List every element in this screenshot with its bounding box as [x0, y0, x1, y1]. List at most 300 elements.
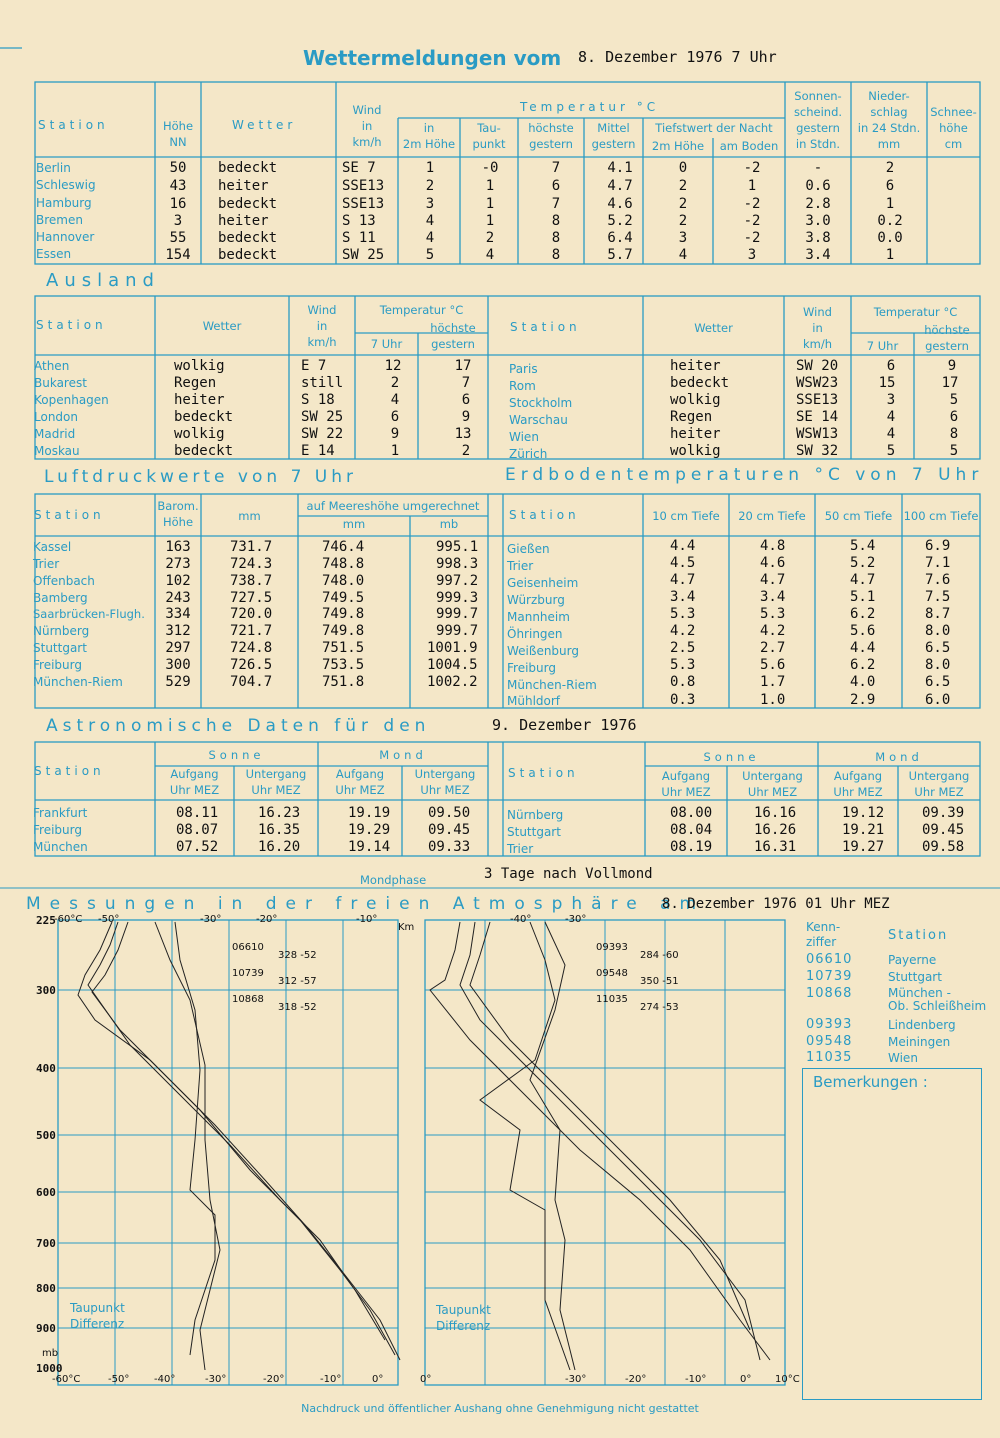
height-value: 154	[165, 247, 191, 263]
max-value: 2	[461, 443, 471, 459]
station-name: München-Riem	[33, 675, 123, 689]
d50-value: 5.6	[850, 623, 876, 639]
mm-value: 720.0	[230, 606, 273, 622]
header-max-right: höchste gestern	[924, 323, 970, 353]
wind-value: E 7	[301, 358, 327, 374]
wind-value: SSE13	[342, 178, 385, 194]
precip-value: 2	[885, 160, 895, 176]
station-name: Berlin	[36, 161, 71, 175]
sunshine-value: 0.6	[805, 178, 831, 194]
mm-value: 738.7	[230, 573, 273, 589]
d20-value: 4.8	[760, 538, 786, 554]
header-d20: 20 cm Tiefe	[738, 509, 806, 523]
legend-code: 10739	[806, 969, 853, 984]
wind-value: SW 25	[301, 409, 344, 425]
weather-value: Regen	[174, 375, 217, 391]
height-value: 102	[165, 573, 191, 589]
station-id: 09393	[596, 942, 628, 953]
d10-value: 2.5	[670, 640, 696, 656]
station-name: Offenbach	[33, 574, 95, 588]
temp-tick: -20°	[263, 1374, 285, 1385]
dewpoint-diff-label-right: Taupunkt Differenz	[436, 1303, 491, 1333]
d10-value: 4.7	[670, 572, 696, 588]
header-t2m: in 2m Höhe	[402, 121, 456, 151]
temp-tick: -30°	[565, 1374, 587, 1385]
sunshine-value: 3.4	[805, 247, 831, 263]
station-name: Stuttgart	[33, 641, 87, 655]
d10-value: 4.5	[670, 555, 696, 571]
moonset-value: 09.45	[922, 822, 965, 838]
station-name: Öhringen	[507, 627, 563, 641]
sea-mm-value: 746.4	[322, 539, 365, 555]
d20-value: 4.7	[760, 572, 786, 588]
moonset-value: 09.39	[922, 805, 965, 821]
t7-value: 6	[390, 409, 400, 425]
header-moonset-right: Untergang Uhr MEZ	[908, 769, 970, 799]
weather-value: heiter	[670, 426, 721, 442]
d10-value: 5.3	[670, 657, 696, 673]
temp-tick: -60°C	[52, 1374, 81, 1385]
header-weather: Wetter	[232, 118, 297, 132]
header-moon: Mond	[379, 748, 427, 762]
moonset-value: 09.33	[428, 839, 471, 855]
station-name: Kopenhagen	[34, 393, 109, 407]
d10-value: 3.4	[670, 589, 696, 605]
t7-value: 9	[390, 426, 400, 442]
weather-value: bedeckt	[670, 375, 730, 391]
km-label: Km	[398, 922, 415, 933]
sunset-value: 16.16	[754, 805, 797, 821]
height-value: 43	[169, 178, 187, 194]
wind-value: SW 22	[301, 426, 344, 442]
station-name: Trier	[507, 842, 534, 856]
height-value: 529	[165, 674, 191, 690]
header-sun: Sonne	[208, 748, 265, 762]
header-sun-right: Sonne	[703, 750, 760, 764]
max-value: 5	[949, 443, 959, 459]
temp-tick: 0°	[372, 1374, 384, 1385]
d20-value: 5.6	[760, 657, 786, 673]
weather-value: heiter	[218, 178, 269, 194]
temp-tick: -50°	[98, 914, 120, 925]
station-name: Bamberg	[33, 591, 88, 605]
header-mean: Mittel gestern	[591, 121, 636, 151]
d50-value: 5.1	[850, 589, 876, 605]
header-max: höchste gestern	[528, 121, 574, 151]
d20-value: 1.0	[760, 692, 786, 708]
sunset-value: 16.26	[754, 822, 797, 838]
mm-value: 721.7	[230, 623, 273, 639]
header-sunset-right: Untergang Uhr MEZ	[742, 769, 803, 799]
sea-mm-value: 751.5	[322, 640, 365, 656]
level-label: 1000	[36, 1362, 63, 1375]
header-min-ground: am Boden	[719, 139, 779, 153]
t7-value: 2	[390, 375, 400, 391]
mb-label: mb	[42, 1348, 59, 1359]
mb-value: 1001.9	[427, 640, 478, 656]
d100-value: 6.0	[925, 692, 951, 708]
section-title-atmosphere: Messungen in der freien Atmosphäre am	[26, 894, 706, 914]
weather-value: wolkig	[670, 392, 721, 408]
station-name: Nürnberg	[33, 624, 90, 638]
header-min-group: Tiefstwert der Nacht	[655, 121, 773, 135]
min2m-value: 2	[678, 213, 688, 229]
station-name: Wien	[509, 430, 539, 444]
mm-value: 726.5	[230, 657, 273, 673]
wind-value: still	[301, 375, 344, 391]
station-name: Athen	[34, 359, 70, 373]
moonrise-value: 19.12	[842, 805, 885, 821]
min2m-value: 4	[678, 247, 688, 263]
height-value: 273	[165, 556, 191, 572]
station-id: 10868	[232, 994, 264, 1005]
temp-tick: -20°	[625, 1374, 647, 1385]
header-dewpoint: Tau- punkt	[472, 121, 506, 151]
sunset-value: 16.31	[754, 839, 797, 855]
t7-value: 5	[886, 443, 896, 459]
wind-value: SW 25	[342, 247, 385, 263]
station-id: 10739	[232, 968, 264, 979]
t7-value: 15	[878, 375, 896, 391]
minground-value: -2	[743, 196, 761, 212]
min2m-value: 2	[678, 178, 688, 194]
wind-value: SE 7	[342, 160, 376, 176]
t7-value: 1	[390, 443, 400, 459]
mm-value: 724.8	[230, 640, 273, 656]
sunrise-value: 08.07	[176, 822, 219, 838]
header-wind: Wind in km/h	[352, 103, 382, 149]
weather-value: Regen	[670, 409, 713, 425]
station-name: Saarbrücken-Flugh.	[33, 607, 145, 621]
mm-value: 731.7	[230, 539, 273, 555]
temp-tick: -40°	[510, 914, 532, 925]
minground-value: -2	[743, 230, 761, 246]
dewpoint-value: 1	[485, 196, 495, 212]
legend-station: München - Ob. Schleißheim	[888, 986, 987, 1013]
station-name: Paris	[509, 362, 538, 376]
legend-station: Lindenberg	[888, 1018, 956, 1032]
minground-value: -2	[743, 213, 761, 229]
d100-value: 7.5	[925, 589, 951, 605]
header-d50: 50 cm Tiefe	[824, 509, 893, 523]
header-moon-right: Mond	[875, 750, 923, 764]
minground-value: -2	[743, 160, 761, 176]
header-d100: 100 cm Tiefe	[903, 509, 979, 523]
sea-mm-value: 753.5	[322, 657, 365, 673]
station-name: Freiburg	[33, 658, 82, 672]
moonphase-value: 3 Tage nach Vollmond	[484, 866, 653, 882]
station-name: München	[33, 840, 88, 854]
temp-curve-06610	[78, 922, 395, 1355]
moonset-value: 09.45	[428, 822, 471, 838]
height-value: 55	[169, 230, 187, 246]
t2m-value: 5	[425, 247, 435, 263]
height-value: 3	[173, 213, 183, 229]
tropopause-value: 274 -53	[640, 1002, 679, 1013]
sunrise-value: 08.04	[670, 822, 713, 838]
weather-value: wolkig	[174, 358, 225, 374]
height-value: 297	[165, 640, 191, 656]
moonrise-value: 19.21	[842, 822, 885, 838]
moonphase-label: Mondphase	[360, 873, 427, 887]
temp-tick: -40°	[154, 1374, 176, 1385]
temp-tick: 10°C	[775, 1374, 800, 1385]
moonrise-value: 19.29	[348, 822, 391, 838]
mb-value: 1004.5	[427, 657, 478, 673]
max-value: 17	[454, 358, 472, 374]
station-name: Freiburg	[507, 661, 556, 675]
t7-value: 4	[886, 426, 896, 442]
precip-value: 1	[885, 247, 895, 263]
header-height: Höhe NN	[162, 119, 194, 149]
max-value: 8	[949, 426, 959, 442]
station-id: 06610	[232, 942, 264, 953]
mb-value: 999.7	[436, 623, 479, 639]
header-station: Station	[34, 764, 105, 778]
t7-value: 3	[886, 392, 896, 408]
station-name: Schleswig	[36, 178, 96, 192]
station-name: Weißenburg	[507, 644, 579, 658]
header-max: höchste gestern	[430, 321, 476, 351]
level-label: 400	[36, 1062, 56, 1075]
mean-value: 5.2	[607, 213, 633, 229]
sunrise-value: 08.19	[670, 839, 713, 855]
tropopause-value: 350 -51	[640, 976, 679, 987]
d10-value: 5.3	[670, 606, 696, 622]
station-name: Stockholm	[509, 396, 573, 410]
weather-value: bedeckt	[218, 160, 278, 176]
sunshine-value: 3.0	[805, 213, 831, 229]
header-weather: Wetter	[202, 319, 242, 333]
max-value: 5	[949, 392, 959, 408]
station-name: Moskau	[34, 444, 80, 458]
header-d10: 10 cm Tiefe	[652, 509, 720, 523]
mb-value: 1002.2	[427, 674, 478, 690]
max-value: 13	[454, 426, 472, 442]
level-label: 900	[36, 1322, 56, 1335]
station-name: Zürich	[509, 447, 548, 461]
station-name: Warschau	[509, 413, 568, 427]
header-station-right: Station	[508, 766, 579, 780]
height-value: 243	[165, 590, 191, 606]
mm-value: 724.3	[230, 556, 273, 572]
station-name: Geisenheim	[507, 576, 579, 590]
height-value: 334	[165, 606, 191, 622]
sunrise-value: 08.00	[670, 805, 713, 821]
max-value: 9	[461, 409, 471, 425]
header-barom-height: Barom. Höhe	[157, 499, 199, 529]
header-moonset: Untergang Uhr MEZ	[414, 767, 476, 797]
d10-value: 0.8	[670, 674, 696, 690]
tropopause-value: 312 -57	[278, 976, 317, 987]
temp-tick: -30°	[565, 914, 587, 925]
remarks-box	[802, 1068, 982, 1400]
station-name: Hamburg	[36, 196, 92, 210]
minground-value: 3	[747, 247, 757, 263]
temp-tick: -50°	[108, 1374, 130, 1385]
wind-value: SSE13	[342, 196, 385, 212]
sea-mm-value: 748.0	[322, 573, 365, 589]
moonrise-value: 19.14	[348, 839, 391, 855]
header-moonrise-right: Aufgang Uhr MEZ	[833, 769, 883, 799]
weather-value: wolkig	[174, 426, 225, 442]
wind-value: E 14	[301, 443, 335, 459]
legend-code: 10868	[806, 986, 853, 1001]
station-name: Essen	[36, 247, 72, 261]
legend-header-station: Station	[888, 928, 949, 943]
level-label: 600	[36, 1186, 56, 1199]
height-value: 163	[165, 539, 191, 555]
d100-value: 8.7	[925, 606, 951, 622]
d100-value: 6.5	[925, 640, 951, 656]
d20-value: 3.4	[760, 589, 786, 605]
header-t7: 7 Uhr	[370, 337, 403, 351]
d10-value: 0.3	[670, 692, 696, 708]
header-station: Station	[36, 318, 107, 332]
weather-value: bedeckt	[174, 409, 234, 425]
sunset-value: 16.23	[258, 805, 301, 821]
dewpoint-value: 2	[485, 230, 495, 246]
header-snow: Schnee- höhe cm	[930, 105, 977, 151]
mean-value: 5.7	[607, 247, 633, 263]
header-weather-right: Wetter	[694, 321, 733, 335]
mean-value: 6.4	[607, 230, 633, 246]
dewpoint-value: 1	[485, 178, 495, 194]
height-value: 50	[169, 160, 187, 176]
d10-value: 4.2	[670, 623, 696, 639]
wind-value: SE 14	[796, 409, 839, 425]
d20-value: 2.7	[760, 640, 786, 656]
sunrise-value: 08.11	[176, 805, 219, 821]
weather-value: bedeckt	[218, 230, 278, 246]
min2m-value: 2	[678, 196, 688, 212]
weather-value: bedeckt	[218, 247, 278, 263]
header-precip: Nieder- schlag in 24 Stdn. mm	[857, 89, 921, 151]
legend-code: 09393	[806, 1017, 853, 1032]
dewpoint-value: -0	[481, 160, 499, 176]
t2m-value: 4	[425, 230, 435, 246]
mb-value: 995.1	[436, 539, 479, 555]
weather-value: bedeckt	[174, 443, 234, 459]
d20-value: 4.2	[760, 623, 786, 639]
sunrise-value: 07.52	[176, 839, 219, 855]
height-value: 16	[169, 196, 187, 212]
header-wind-right: Wind in km/h	[802, 305, 833, 351]
station-name: Madrid	[34, 427, 76, 441]
d50-value: 5.4	[850, 538, 876, 554]
header-temp: Temperatur °C	[379, 303, 464, 317]
precip-value: 6	[885, 178, 895, 194]
d100-value: 7.6	[925, 572, 951, 588]
max-value: 8	[551, 230, 561, 246]
wind-value: S 18	[301, 392, 335, 408]
d20-value: 1.7	[760, 674, 786, 690]
header-sea-mm: mm	[342, 517, 366, 531]
max-value: 8	[551, 213, 561, 229]
sunshine-value: -	[813, 160, 823, 176]
max-value: 7	[551, 160, 561, 176]
header-sunshine: Sonnen- scheind. gestern in Stdn.	[793, 89, 843, 151]
section-title-soil: Erdbodentemperaturen °C von 7 Uhr	[505, 465, 984, 485]
level-label: 700	[36, 1237, 56, 1250]
station-name: Kassel	[33, 540, 72, 554]
legend-station: Wien	[888, 1051, 918, 1065]
level-label: 225	[36, 914, 56, 927]
section-title-astro: Astronomische Daten für den	[46, 716, 431, 736]
weather-value: heiter	[670, 358, 721, 374]
station-name: Bukarest	[34, 376, 87, 390]
remarks-label: Bemerkungen :	[813, 1073, 928, 1091]
mean-value: 4.7	[607, 178, 633, 194]
minground-value: 1	[747, 178, 757, 194]
moonset-value: 09.50	[428, 805, 471, 821]
legend-code: 09548	[806, 1034, 853, 1049]
astro-date: 9. Dezember 1976	[492, 716, 637, 734]
sea-mm-value: 748.8	[322, 556, 365, 572]
temp-tick: -10°	[685, 1374, 707, 1385]
station-name: Bremen	[36, 213, 83, 227]
max-value: 7	[551, 196, 561, 212]
height-value: 300	[165, 657, 191, 673]
mean-value: 4.1	[607, 160, 633, 176]
sunset-value: 16.35	[258, 822, 301, 838]
d20-value: 5.3	[760, 606, 786, 622]
mm-value: 704.7	[230, 674, 273, 690]
height-value: 312	[165, 623, 191, 639]
temp-tick: 0°	[740, 1374, 752, 1385]
wind-value: SSE13	[796, 392, 839, 408]
header-sunset: Untergang Uhr MEZ	[245, 767, 307, 797]
station-name: Hannover	[36, 230, 95, 244]
station-name: Würzburg	[507, 593, 565, 607]
d100-value: 7.1	[925, 555, 951, 571]
station-name: Nürnberg	[507, 808, 564, 822]
t2m-value: 2	[425, 178, 435, 194]
station-id: 11035	[596, 994, 628, 1005]
mm-value: 727.5	[230, 590, 273, 606]
legend-station: Meiningen	[888, 1035, 951, 1049]
wind-value: S 13	[342, 213, 376, 229]
header-moonrise: Aufgang Uhr MEZ	[335, 767, 385, 797]
moonset-value: 09.58	[922, 839, 965, 855]
station-name: Frankfurt	[33, 806, 88, 820]
weather-value: heiter	[218, 213, 269, 229]
max-value: 6	[461, 392, 471, 408]
sunset-value: 16.20	[258, 839, 301, 855]
header-station: Station	[38, 118, 109, 132]
max-value: 17	[941, 375, 959, 391]
temp-tick: -10°	[320, 1374, 342, 1385]
weather-value: heiter	[174, 392, 225, 408]
legend-station: Payerne	[888, 953, 937, 967]
t2m-value: 1	[425, 160, 435, 176]
report-date: 8. Dezember 1976 7 Uhr	[578, 48, 777, 66]
temp-tick: -30°	[200, 914, 222, 925]
station-name: Stuttgart	[507, 825, 561, 839]
sea-mm-value: 749.8	[322, 606, 365, 622]
min2m-value: 0	[678, 160, 688, 176]
max-value: 9	[947, 358, 957, 374]
header-sunrise: Aufgang Uhr MEZ	[169, 767, 220, 797]
section-title-pressure: Luftdruckwerte von 7 Uhr	[44, 467, 357, 487]
mb-value: 999.3	[436, 590, 479, 606]
legend-header-code: Kenn- ziffer	[806, 920, 841, 949]
tropopause-value: 284 -60	[640, 950, 679, 961]
t7-value: 4	[886, 409, 896, 425]
header-mm: mm	[238, 509, 261, 523]
temp-tick: 0°	[420, 1374, 432, 1385]
level-label: 800	[36, 1282, 56, 1295]
